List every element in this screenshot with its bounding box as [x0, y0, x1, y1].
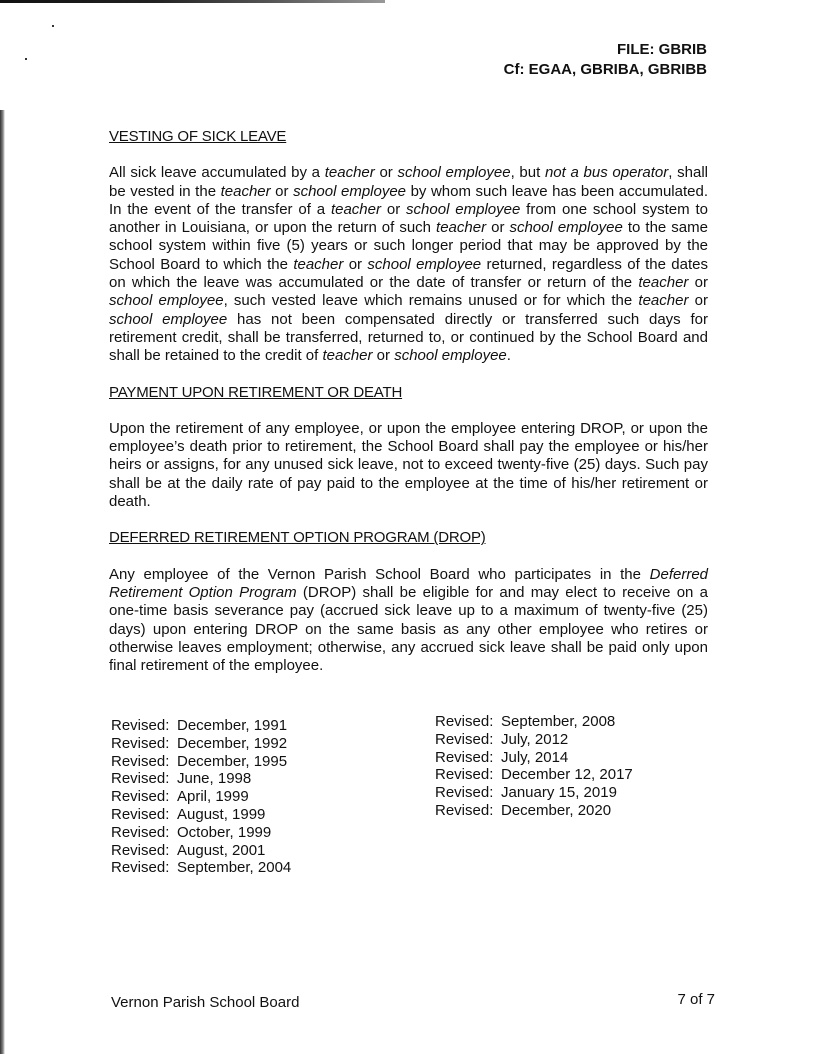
section-paragraph: Any employee of the Vernon Parish School Board who participates in the Deferred Retirement Option Program (DROP) shall be eligible for and may elect to receive on a one-time basis severance pay (accrued sick leave up to a maximum of twenty-five (25) days) upon entering DROP on the same basis as any other employee who retires or otherwise leaves employment; otherwise, any accrued sick leave shall be paid only upon final retirement of the employee.: [109, 565, 709, 675]
revision-entry: [111, 717, 291, 735]
revision-date: December 12, 2017: [501, 766, 633, 784]
revision-date: December, 2020: [501, 801, 612, 819]
page-footer: [111, 991, 715, 1011]
section-heading: DEFERRED RETIREMENT OPTION PROGRAM (DROP): [109, 529, 486, 547]
section-payment: [109, 384, 708, 512]
policy-body: [109, 128, 708, 693]
revision-label: Revised:: [435, 766, 494, 784]
revision-label: Revised:: [111, 734, 170, 752]
page-number: 7 of 7: [677, 991, 715, 1008]
revision-entry: [111, 770, 291, 788]
revision-entry: [435, 731, 633, 749]
scan-edge-left: [0, 110, 5, 1054]
emphasized-term: school employee: [406, 200, 521, 218]
revision-label: Revised:: [111, 770, 170, 788]
revision-entry: [435, 749, 633, 767]
emphasized-term: teacher: [322, 347, 373, 365]
file-reference-header: [504, 40, 707, 80]
emphasized-term: teacher: [638, 292, 689, 310]
revision-date: August, 1999: [177, 805, 266, 823]
revision-label: Revised:: [111, 859, 170, 877]
emphasized-term: teacher: [293, 255, 344, 273]
revision-label: Revised:: [435, 784, 494, 802]
emphasized-term: school employee: [367, 255, 482, 273]
revision-entry: [435, 766, 633, 784]
revision-entry: [435, 802, 633, 820]
revision-entry: [111, 788, 291, 806]
emphasized-term: school employee: [109, 292, 224, 310]
file-code: FILE: GBRIB: [617, 41, 707, 58]
revision-date: June, 1998: [177, 770, 252, 788]
emphasized-term: teacher: [638, 274, 689, 292]
revision-date: December, 1991: [177, 717, 288, 734]
emphasized-term: teacher: [436, 219, 487, 237]
revision-entry: [111, 753, 291, 771]
footer-organization: Vernon Parish School Board: [111, 994, 300, 1011]
emphasized-term: Deferred Retirement Option Program: [109, 565, 708, 601]
scan-speck: [25, 58, 27, 60]
revision-date: September, 2004: [177, 859, 292, 877]
revision-entry: [111, 859, 291, 877]
emphasized-term: school employee: [394, 347, 507, 365]
revision-column-left: [111, 717, 291, 877]
revision-date: July, 2014: [501, 748, 569, 766]
revision-entry: [111, 842, 291, 860]
revision-date: July, 2012: [501, 730, 569, 748]
revision-label: Revised:: [111, 788, 170, 806]
section-heading: VESTING OF SICK LEAVE: [109, 128, 287, 145]
revision-label: Revised:: [111, 823, 170, 841]
cross-reference-codes: Cf: EGAA, GBRIBA, GBRIBB: [503, 61, 707, 78]
revision-date: September, 2008: [501, 713, 616, 730]
revision-entry: [111, 824, 291, 842]
revision-entry: [435, 713, 633, 731]
revision-label: Revised:: [111, 752, 170, 770]
section-paragraph: All sick leave accumulated by a teacher or school employee, but not a bus operator, shall be vested in the teacher or school employee by whom such leave has been accumulated. In the event of the transfer of a teacher or school employee from one school system to another in Louisiana, or upon the return of such teacher or school employee to the same school system within five (5) years or such longer period that may be approved by the School Board to which the teacher or school employee returned, regardless of the dates on which the leave was accumulated or the date of transfer or return of the teacher or school employee, such vested leave which remains unused or for which the teacher or school employee has not been compensated directly or transferred such days for retirement credit, shall be transferred, returned to, or continued by the School Board and shall be retained to the credit of teacher or school employee.: [109, 164, 709, 365]
revision-entry: [435, 784, 633, 802]
revision-entry: [111, 735, 291, 753]
revision-entry: [111, 806, 291, 824]
emphasized-term: not a bus operator: [544, 164, 669, 182]
emphasized-term: school employee: [397, 164, 511, 182]
revision-date: October, 1999: [177, 823, 272, 841]
emphasized-term: school employee: [509, 219, 623, 237]
revision-label: Revised:: [111, 805, 170, 823]
revision-date: April, 1999: [177, 788, 249, 806]
revision-label: Revised:: [435, 730, 494, 748]
section-vesting: [109, 128, 708, 366]
emphasized-term: school employee: [293, 182, 407, 200]
section-paragraph: Upon the retirement of any employee, or upon the employee entering DROP, or upon the employee’s death prior to retirement, the School Board shall pay the employee or his/her heirs or assigns, for any unused sick leave, not to exceed twenty-five (25) days. Such pay shall be at the daily rate of pay paid to the employee at the time of his/her retirement or death.: [109, 419, 708, 511]
revision-date: December, 1992: [177, 734, 288, 752]
revision-column-right: [435, 713, 633, 820]
emphasized-term: teacher: [324, 164, 375, 182]
emphasized-term: teacher: [220, 182, 271, 200]
revision-label: Revised:: [435, 748, 494, 766]
revision-date: January 15, 2019: [501, 784, 617, 802]
revision-label: Revised:: [435, 801, 494, 819]
section-drop: [109, 529, 708, 675]
revision-date: August, 2001: [177, 841, 266, 859]
revision-label: Revised:: [111, 841, 170, 859]
revision-label: Revised:: [111, 717, 170, 734]
revision-date: December, 1995: [177, 752, 288, 770]
revision-label: Revised:: [435, 713, 494, 730]
scan-edge-top: [0, 0, 385, 3]
scan-speck: [52, 25, 54, 27]
emphasized-term: teacher: [330, 200, 381, 218]
emphasized-term: school employee: [109, 310, 228, 328]
section-heading: PAYMENT UPON RETIREMENT OR DEATH: [109, 383, 403, 401]
